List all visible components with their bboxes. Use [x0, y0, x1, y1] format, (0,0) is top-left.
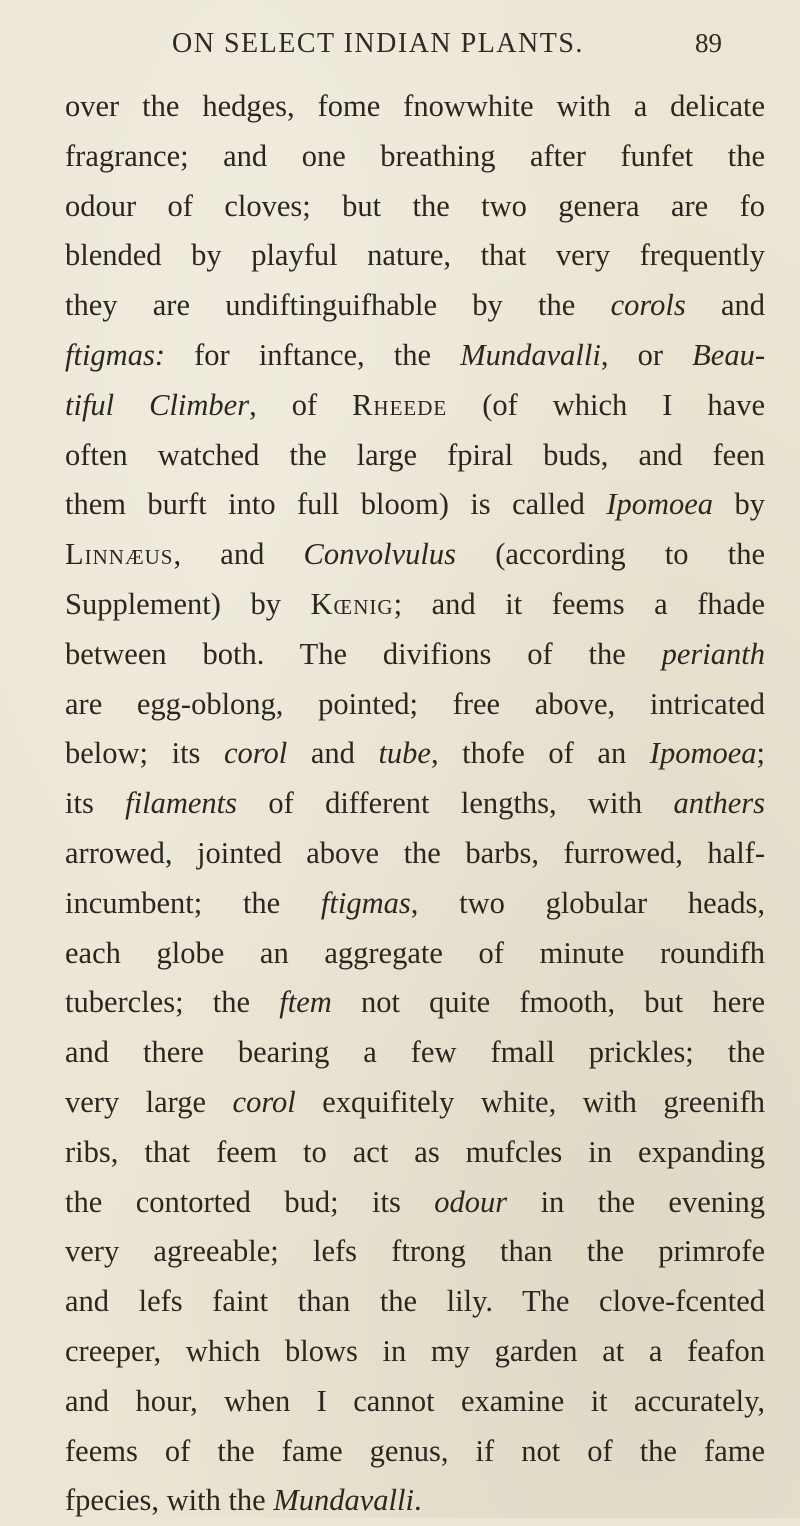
italic-term: corols [610, 288, 686, 323]
text-line [65, 1128, 765, 1178]
text-line [65, 281, 765, 331]
text-line [65, 580, 765, 630]
text-run: , or [600, 337, 693, 372]
text-line [65, 630, 765, 680]
text-run: not quite fmooth, but here [331, 985, 765, 1020]
text-run: and there bearing a few fmall prickles; the [65, 1035, 765, 1070]
italic-term: filaments [125, 786, 237, 821]
italic-term: anthers [673, 786, 765, 821]
text-line [65, 929, 765, 979]
italic-term: ftigmas [320, 885, 411, 920]
italic-term: corol [224, 736, 288, 771]
text-line [65, 182, 765, 232]
text-line [65, 381, 765, 431]
italic-term: Mundavalli [273, 1483, 414, 1518]
text-line [65, 480, 765, 530]
text-run: each globe an aggregate of minute roundifh [65, 935, 765, 970]
italic-term: ftem [279, 985, 332, 1020]
text-line [65, 829, 765, 879]
text-line [65, 1178, 765, 1228]
text-run: creeper, which blows in my garden at a feafon [65, 1333, 765, 1368]
italic-term: odour [434, 1184, 508, 1219]
small-caps-name: Kœnig [310, 586, 394, 621]
italic-term: corol [232, 1084, 296, 1119]
text-line [65, 82, 765, 132]
text-run: fragrance; and one breathing after funfet the [65, 138, 765, 173]
text-run: exquifitely white, with greenifh [295, 1084, 765, 1119]
text-run: by [713, 487, 765, 522]
text-run: its [65, 786, 126, 821]
text-run: of different lengths, with [237, 786, 674, 821]
text-line [65, 1427, 765, 1477]
italic-term: Ipomoea [649, 736, 757, 771]
text-run: for inftance, the [164, 337, 461, 372]
text-run: between both. The divifions of the [65, 636, 662, 671]
text-run: very agreeable; lefs ftrong than the primrofe [65, 1234, 765, 1269]
text-line [65, 680, 765, 730]
text-line [65, 729, 765, 779]
text-run: Supplement) by [65, 586, 311, 621]
text-line [65, 331, 765, 381]
text-run: fpecies, with the [65, 1483, 274, 1518]
text-line [65, 1277, 765, 1327]
small-caps-name: Rheede [352, 387, 448, 422]
text-run: in the evening [507, 1184, 765, 1219]
text-run: blended by playful nature, that very frequently [65, 238, 765, 273]
small-caps-name: Linnæus [65, 537, 174, 572]
text-run: , thofe of an [430, 736, 650, 771]
text-line [65, 1377, 765, 1427]
text-run: they are undiftinguifhable by the [65, 288, 611, 323]
text-run: arrowed, jointed above the barbs, furrowed, half- [65, 835, 765, 870]
text-run: tubercles; the [65, 985, 280, 1020]
text-run: (of which I have [447, 387, 765, 422]
text-run: feems of the fame genus, if not of the fame [65, 1433, 765, 1468]
text-line [65, 231, 765, 281]
italic-term: Beau- [692, 337, 765, 372]
text-run: , of [249, 387, 353, 422]
text-run: and [287, 736, 379, 771]
text-run: very large [65, 1084, 233, 1119]
text-run: . [413, 1483, 422, 1518]
text-run: odour of cloves; but the two genera are fo [65, 188, 765, 223]
text-run: ribs, that feem to act as mufcles in expanding [65, 1134, 765, 1169]
text-run: the contorted bud; its [65, 1184, 435, 1219]
text-run: them burft into full bloom) is called [65, 487, 607, 522]
text-run: , two globular heads, [410, 885, 765, 920]
text-line [65, 1327, 765, 1377]
text-line [65, 1227, 765, 1277]
italic-term: Convolvulus [303, 537, 457, 572]
text-run: often watched the large fpiral buds, and feen [65, 437, 765, 472]
text-run: and hour, when I cannot examine it accurately, [65, 1383, 765, 1418]
text-run: below; its [65, 736, 224, 771]
text-run: over the hedges, fome fnowwhite with a delicate [65, 89, 765, 123]
italic-term: perianth [661, 636, 765, 671]
italic-term: ftigmas: [65, 337, 165, 372]
text-run: ; and it feems a fhade [393, 586, 765, 621]
italic-term: Mundavalli [460, 337, 601, 372]
text-line [65, 1078, 765, 1128]
body-text [65, 82, 765, 1526]
text-line [65, 132, 765, 182]
text-run: and lefs faint than the lily. The clove-fcented [65, 1284, 765, 1319]
italic-term: tiful Climber [65, 387, 250, 422]
running-head-title: ON SELECT INDIAN PLANTS. [172, 28, 584, 59]
italic-term: Ipomoea [606, 487, 714, 522]
text-run: are egg-oblong, pointed; free above, intricated [65, 686, 765, 721]
text-line [65, 978, 765, 1028]
text-run: incumbent; the [65, 885, 321, 920]
text-line [65, 431, 765, 481]
text-line [65, 1476, 765, 1526]
text-run: ; [756, 736, 765, 771]
text-line [65, 879, 765, 929]
page-number: 89 [695, 28, 722, 58]
text-line [65, 779, 765, 829]
text-run: , and [173, 537, 304, 572]
italic-term: tube [378, 736, 431, 771]
text-line [65, 1028, 765, 1078]
text-run: (according to the [456, 537, 765, 572]
running-head [0, 22, 800, 68]
text-run: and [685, 288, 765, 323]
text-line [65, 530, 765, 580]
